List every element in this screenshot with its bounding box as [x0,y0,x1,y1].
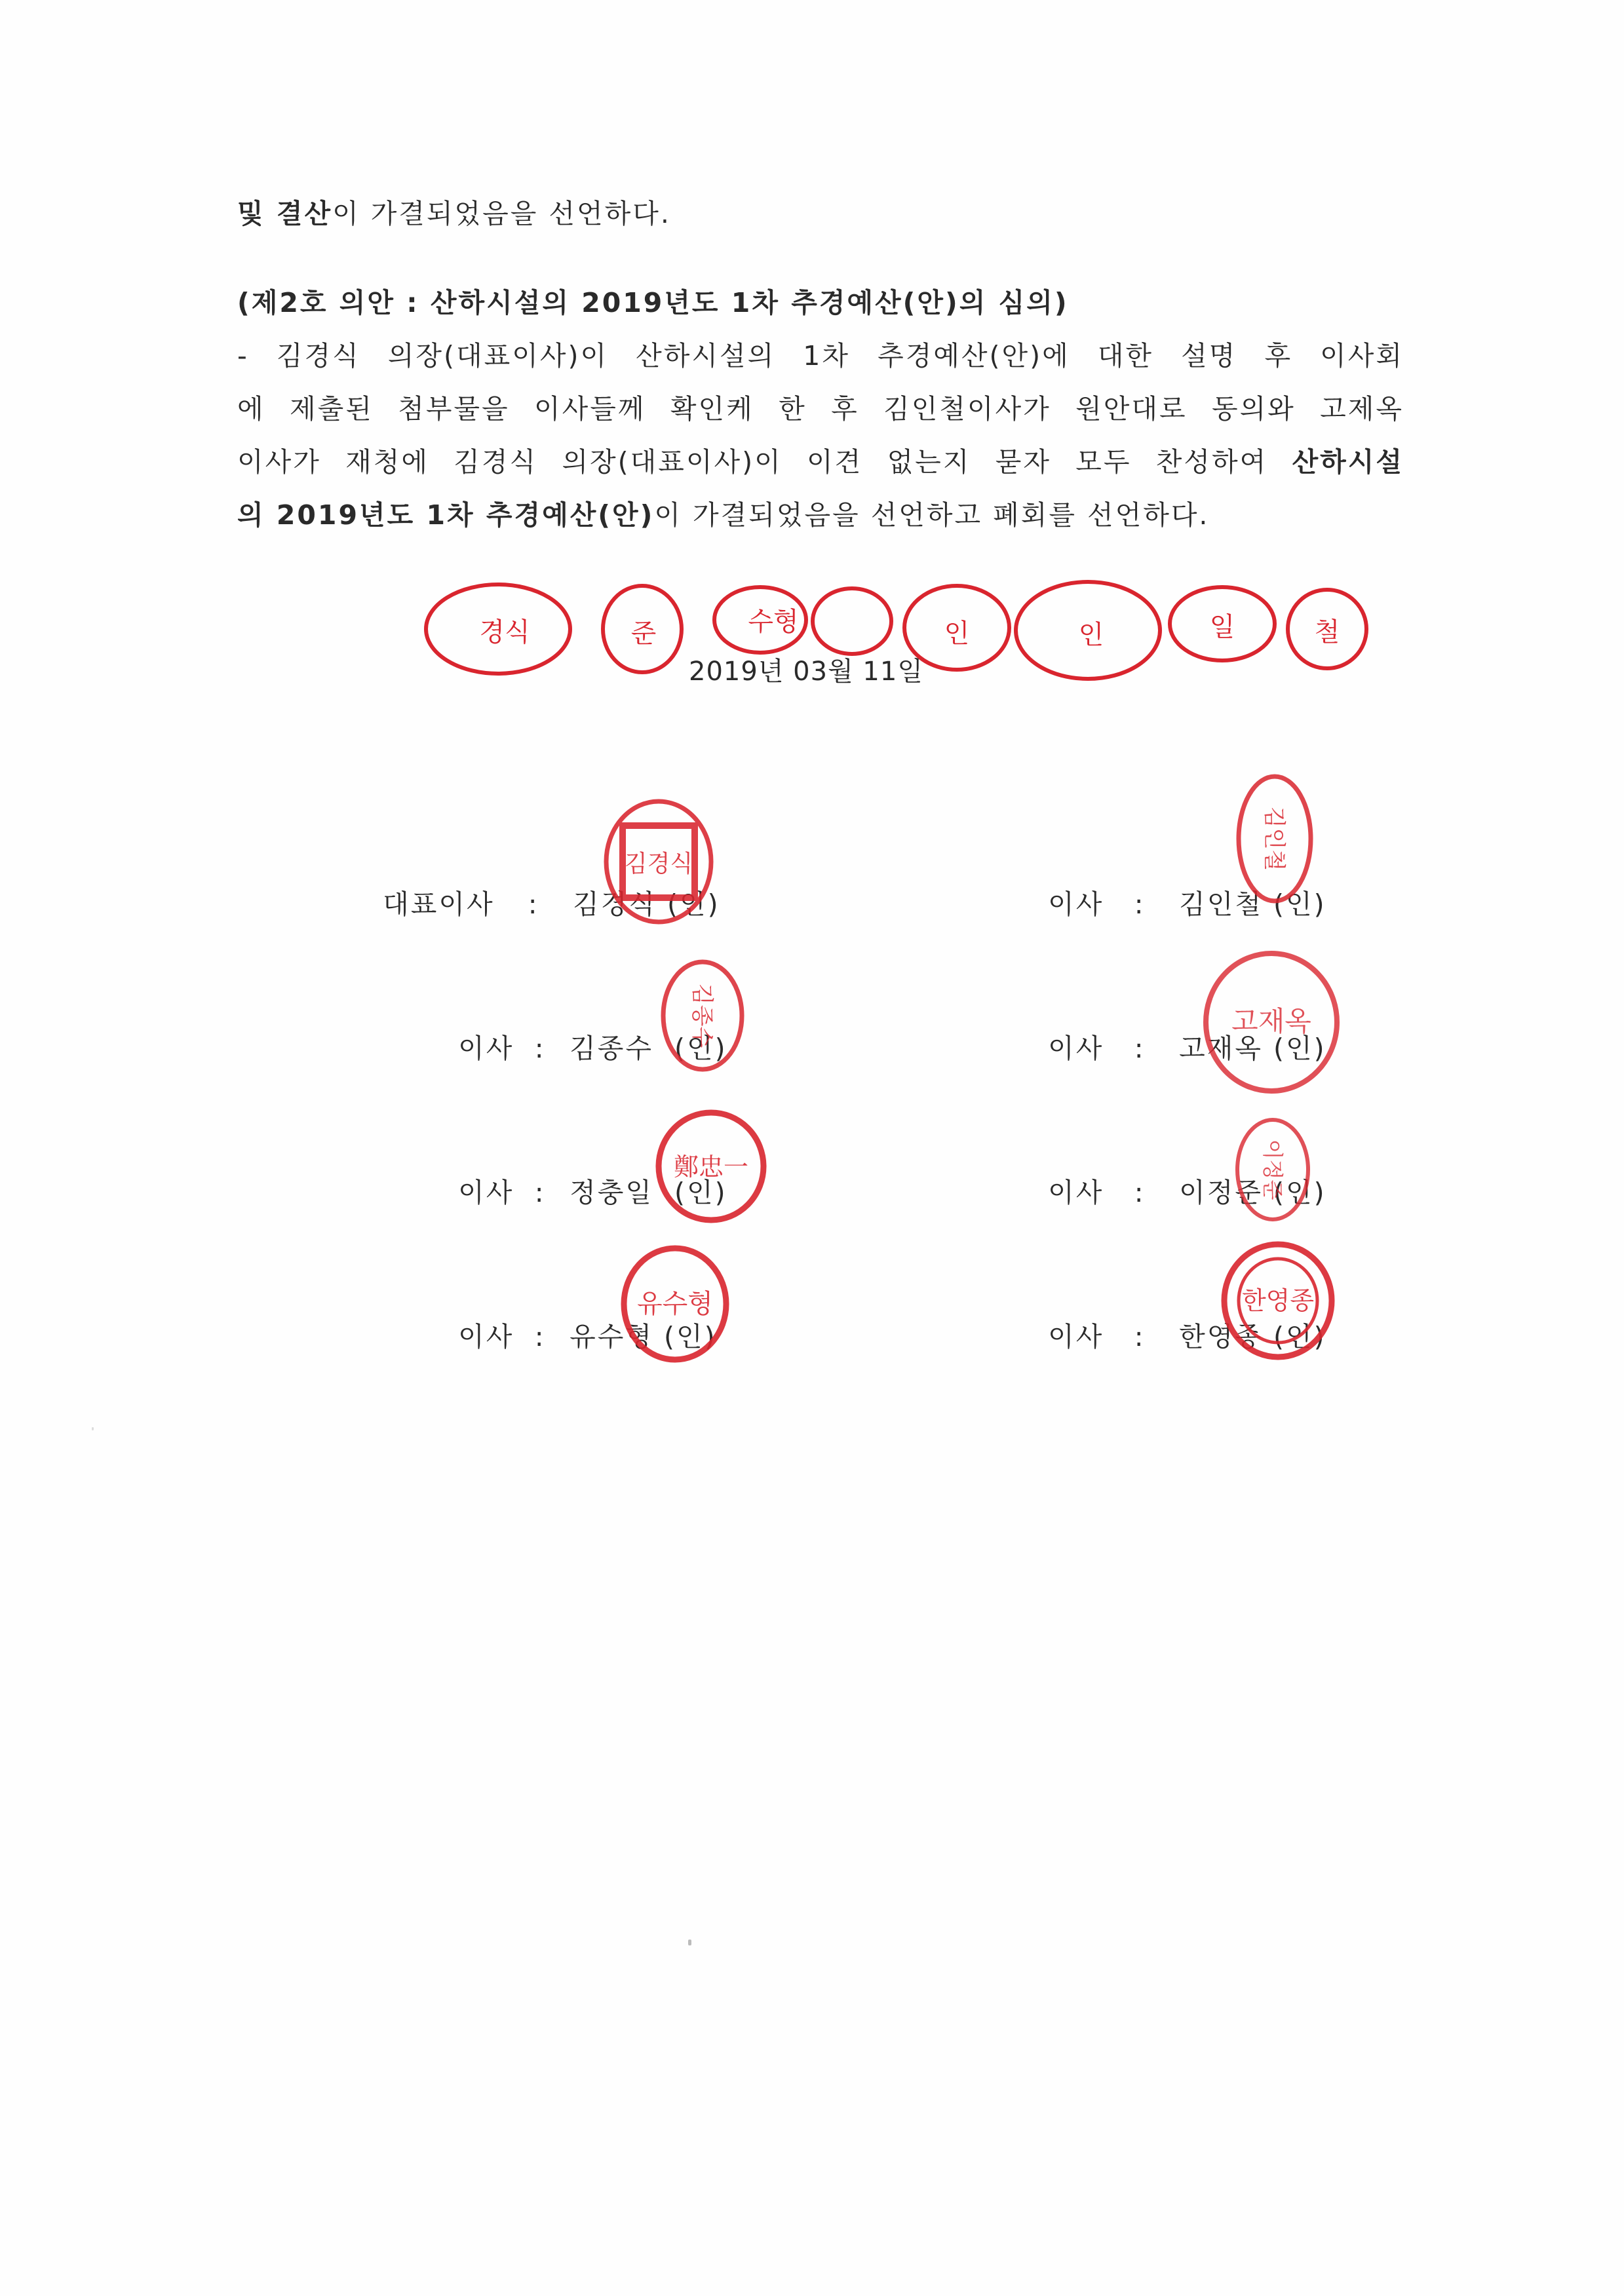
signatory-separator: : [534,1177,546,1208]
seal-han-yeongjong [1216,1238,1340,1363]
signatory-name: 김경식 [573,889,657,920]
signatory-name: 한영종 [1179,1321,1263,1352]
resolution-1-text: 이 가결되었음을 선언하다. [332,198,671,229]
signatory-separator: : [534,1321,546,1352]
signatory-name: 정충일 [570,1177,653,1208]
signatory-name: 김인철 [1179,889,1263,920]
top-seal-text-6: 일 [1209,612,1235,642]
seal-lee-jeongjun-text: 이정준 [1260,1139,1285,1200]
signatory-separator: : [1134,1033,1146,1064]
seal-mark: (인) [664,1321,717,1352]
signatory-separator: : [1134,889,1146,920]
signatory-role: 이사 [1048,1177,1104,1208]
signatory-separator: : [528,889,539,920]
signatory-name: 고재옥 [1179,1033,1263,1064]
top-seal-text-1: 경식 [479,617,530,647]
signatory-name: 김종수 [570,1033,653,1064]
seal-kim-gyeongsik [600,796,718,927]
seal-han-yeongjong-text: 한영종 [1241,1286,1315,1315]
scan-speck [688,1940,691,1945]
seal-mark: (인) [667,889,720,920]
seal-kim-incheol [1232,770,1317,908]
top-seal-text-5: 인 [1078,620,1104,650]
seal-jeong-chungil-text: 鄭忠一 [673,1153,749,1181]
bold-term-supplementary-budget: 의 2019년도 1차 추경예산(안) [237,499,655,531]
seal-go-jaeok-text: 고재옥 [1231,1005,1311,1037]
seal-kim-incheol-text: 김인철 [1261,806,1287,871]
seal-lee-jeongjun [1232,1114,1314,1225]
seal-kim-gyeongsik-text: 김경식 [624,851,693,877]
top-seal-text-3: 수형 [748,607,799,637]
resolution-1-closing [237,194,1404,233]
seal-kim-jongsu-text: 김종수 [689,983,715,1048]
signatory-role: 이사 [1048,1033,1104,1064]
signatory-role: 이사 [458,1177,514,1208]
signatory-role: 대표이사 [383,889,495,920]
seal-mark: (인) [1273,1177,1326,1208]
seal-mark: (인) [1273,889,1326,920]
bold-term-affiliated-facilities: 산하시설 [1292,446,1404,478]
signatory-separator: : [1134,1177,1146,1208]
seal-mark: (인) [1273,1321,1326,1352]
scan-speck [92,1427,94,1430]
signatory-role: 이사 [1048,889,1104,920]
top-seal-text-7: 철 [1314,617,1340,647]
seal-yu-suhyeong-text: 유수형 [637,1289,713,1319]
signatory-role: 이사 [458,1321,514,1352]
seal-go-jaeok [1199,947,1344,1098]
agenda-2-body-line-1: - 김경식 의장(대표이사)이 산하시설의 1차 추경예산(안)에 대한 설명 후 이사회 [237,340,1404,372]
agenda-2-body-line-3-text: 이사가 재청에 김경식 의장(대표이사)이 이견 없는지 묻자 모두 찬성하여 [237,446,1292,478]
signatory-role: 이사 [458,1033,514,1064]
top-seal-text-4: 인 [944,619,970,649]
signatory-separator: : [1134,1321,1146,1352]
seal-yu-suhyeong [616,1242,734,1366]
seal-mark: (인) [674,1033,727,1064]
signatory-name: 이정준 [1179,1177,1263,1208]
seal-mark: (인) [1273,1033,1326,1064]
seal-jeong-chungil [652,1107,770,1225]
top-seal-4 [813,588,891,654]
agenda-2-body-line-3 [237,442,1404,482]
agenda-2-body-line-2: 에 제출된 첨부물을 이사들께 확인케 한 후 김인철이사가 원안대로 동의와 고제옥 [237,393,1404,425]
meeting-date: 2019년 03월 11일 [689,657,923,687]
agenda-2-body-line-4 [237,495,1404,535]
agenda-2-heading: (제2호 의안 : 산하시설의 2019년도 1차 추경예산(안)의 심의) [237,287,1069,318]
signatory-separator: : [534,1033,546,1064]
bold-term-settlement: 및 결산 [237,198,333,229]
seal-kim-jongsu [655,953,750,1078]
signatory-role: 이사 [1048,1321,1104,1352]
top-seal-text-2: 준 [630,619,657,649]
agenda-2-body-line-4-text: 이 가결되었음을 선언하고 폐회를 선언하다. [654,499,1210,531]
seal-mark: (인) [674,1177,727,1208]
signatory-name: 유수형 [570,1321,653,1352]
